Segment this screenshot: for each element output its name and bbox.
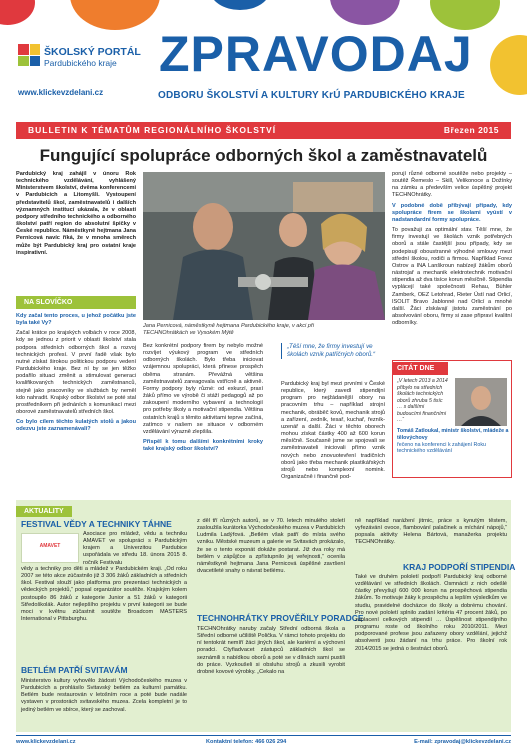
news-title: KRAJ PODPOŘÍ STIPENDIA — [403, 562, 516, 572]
interview-left — [16, 313, 136, 437]
news-body: ně například narážení jitrnic, práce s kynutým těstem, vyřezávání ovoce, flambování palačinek a míchání nápojů,“ popsala aktivity Helena Bártová, manažerka projektu TECHNOhrátky. — [355, 518, 507, 546]
pull-quote: „Těší mne, že firmy investují ve školách vznik patřičných oborů.“ — [281, 343, 385, 359]
interview-middle — [143, 343, 263, 456]
interview-question: Kdy začal tento proces, u jehož počátku jste byla také Vy? — [16, 313, 136, 327]
portal-logo-icon[interactable] — [18, 44, 40, 66]
news-section-tag — [16, 500, 511, 515]
bulletin-label: BULLETIN K TÉMATŮM REGIONÁLNÍHO ŠKOLSTVÍ — [28, 125, 277, 135]
quote-author — [397, 428, 509, 455]
interview-right — [392, 171, 512, 330]
newsletter-subtitle: ODBORU ŠKOLSTVÍ A KULTURY KrÚ PARDUBICKÉHO KRAJE — [158, 90, 465, 101]
interview-question: V podobné době přibývají případy, kdy spolupráce firem se školami vyústí v nadstandardní formy spolupráce. — [392, 202, 512, 223]
photo-caption: Jana Pernicová, náměstkyně hejtmana Pardubického kraje, v akci při TECHNOhrátkách ve Vysokém Mýtě — [143, 323, 315, 336]
quote-author-desc: řečeno na konferenci k zahájení Roku technického vzdělávání — [397, 441, 486, 455]
news-body: Ministerstvo kultury vyhovělo žádosti Východočeského muzea v Pardubicích a prohlásilo Svitavský betlém za kulturní památku. Betlém bude restaurován v letošním roce a poté bude nadále vystaven v prostorách svitavského muzea. Zcela kompletní je to jediný betlém ve sbírce, který se zachoval. — [21, 678, 187, 713]
interview-answer: Bez konkrétní podpory firem by nebylo možné rozvíjet výukový program ve středních odborných školách. Bylo třeba iniciovat vzájemnou spolupráci, která přinese prospěch oběma stranám. Převážná většina zaměstnavatelů zareagovala vstřícně a aktivně. Formy podpory byly různé: od exkurzí, praxí žáků přímo ve výrobě či stáží pedagogů až po zakoupení moderního vybavení a technologií pro potřeby školy a motivační stipendia. Většina ostatních krajů s těmito aktivitami teprve začíná, zatímco v našem se situace v odborném vzdělávání výrazně zlepšila. — [143, 343, 263, 435]
decor-blob-yellow — [490, 35, 527, 95]
footer-email-link[interactable]: E-mail: zpravodaj@klickevzdelani.cz — [414, 739, 511, 745]
news-body: Asociace pro mládež, vědu a techniku AMAVET ve spolupráci s Pardubickým krajem a Univerzitou Pardubice uspořádala ve středu 18. února 2015 8. ročník Festivalu — [83, 531, 187, 566]
news-title: FESTIVAL VĚDY A TECHNIKY TÁHNE — [21, 519, 172, 529]
decor-blob-orange — [70, 0, 160, 30]
news-body: vědy a techniky pro děti a mládež v Pardubickém kraji. „Od roku 2007 se této akce zúčastnilo již 3 306 žáků základních a středních škol. Festival slouží jako platforma pro prezentaci technických a vědeckých projektů,“ popsal organizátor soutěže. Krajským kolem postoupilo 86 žáků z kategorie Junior a 51 žáků v kategorii Středoškolák. Autor nejlepšího projektu v první kategorii se bude moci v květnu zúčastnit soutěže Broadcom MASTERS International v Pittsburghu. — [21, 566, 187, 623]
amavet-logo: AMAVET — [21, 533, 79, 563]
decor-blob-purple — [330, 0, 400, 25]
site-url-link[interactable]: www.klickevzdelani.cz — [18, 88, 104, 97]
interview-middle-2 — [281, 381, 385, 484]
news-body: Také ve druhém pololetí podpoří Pardubický kraj odborné vzdělávání ve středních školách. Osmnácti z nich odešlé částky převyšují 600 000 korun na prospěchová stipendia žákům. To motivuje žáky k prospěchu a lepším výsledkům ve studiu, pravidelné docházce do školy a dobrému chování. Pro nové pololetí splnilo zadání kritéria 47 procent žáků, po zaplacení celkových stipendií … Úspěšnost stipendijního programu roste od školního roku 2010/2011. Mezi podporované profese jsou zařazeny obory vzdělání, jejichž absolventi jsou žádaní na trhu práce. Pro školní rok 2014/2015 se jedná o šestnáct oborů. — [355, 574, 507, 652]
interview-answer: Začal krátce po krajských volbách v roce 2008, kdy se jednou z priorit v oblasti školství stala podpora středních odborných škol a rozvoj technických profesí. V první řadě však bylo nutné získat širokou politickou podporu vedení Pardubického kraje. Bez ní by se jen těžko podařilo situaci změnit a stimulovat generaci kvalifikovaných technických zaměstnanců, stejně jako pracovníky ve službách by neměl kdo nahradit. Krajský odbor školství se poté stal prostředníkem při jednáních s komunikací mezi oborové zaměstnavatelů středních škol. — [16, 330, 136, 416]
news-title: BETLÉM PATŘÍ SVITAVÁM — [21, 665, 128, 675]
news-body: TECHNOhrátky naruby začaly Střední odborná škola a Střední odborné učiliště Polička. V rámci tohoto projektu do ní tentokrát nemíří žáci jiných škol, ale kariérní a výchovní poradci. Ctyřiadvacet zástupců základních škol se seznámili s nabídkou oborů a poté se v dílnách sami pustili do práce. Vyzkoušeli si obsluhu strojů a zkusili vyrobit drobné kovové výrobky. „Cekalo na — [197, 626, 345, 675]
article-photo — [143, 172, 385, 320]
section-tag-slovicko: NA SLOVÍČKO — [16, 296, 136, 309]
portal-title: ŠKOLSKÝ PORTÁL — [44, 46, 141, 58]
footer — [16, 735, 511, 746]
interview-answer: Pardubický kraj byl mezi prvními v České republice, který zavedl stipendijní program pro nejžádanější obory na pracovním trhu – například strojní mechanik, obráběč kovů, mechanik strojů a zařízení, zedník, tesař, kuchař, řezník-uzenář a další. Žáci v těchto oborech mohou získat částky 400 až 600 korun měsíčně. Současně jsme se spojovali se zaměstnavateli iniciovali přímo vznik nových nebo znovuotevření tradičních oborů jako třeba mechanik plastikářských strojů nebo komplexní nomink. Organizačně i finančně pod- — [281, 381, 385, 481]
portal-subtitle: Pardubického kraje — [44, 58, 117, 68]
lead-paragraph: Pardubický kraj zahájil v únoru Rok technického vzdělávání, vyhlášený Ministerstvem školství, dvěma konferencemi v Pardubicích a Litomyšli. Vystoupení představitelů škol, zaměstnavatelů i dalších významných institucí ukázala, že v oblasti podpory středního technického a odborného školství patří region do absolutní špičky v České republice. Náměstkyně hejtmana Jana Pernicová navíc říká, že v mnoha směrech může být Pardubický kraj pro ostatní kraje inspirativní. — [16, 171, 136, 256]
interview-answer: To považuji za optimální stav. Těší mne, že firmy investují ve školách vznik potřebných oborů a stále častější jsou případy, kdy se podepisují oboustranné výhodné smlouvy mezi střední školou, rodiči a firmou. Například Forez Ostrov a INA Lanškroun nabízejí žákům oborů nástrojař a mechanik elektrotechnik motivační stipendia až dva tisíce korun měsíčně. Stipendia vyplácejí také společnosti Rehau, Bühler Zamberk, OEZ Letohrad, Rieter Ústí nad Orlicí, ISOLIT Bravo Jablonné nad Orlicí a mnohé další. Žáci získávají jistotu zaměstnání po absolvování oboru, firmy si zase připraví kvalitní odborníky. — [392, 227, 512, 327]
news-title: TECHNOHRÁTKY PROVĚŘILY PORADCE — [197, 613, 364, 623]
decor-blob-blue — [210, 0, 270, 10]
quote-of-day-text: „V letech 2013 a 2014 přibylo na středních školách technických oborů zhruba 5 tisíc … s dalšími budoucími finančními …“ — [397, 378, 448, 423]
quote-author-name: Tomáš Zatloukal, ministr školství, mládeže a tělovýchovy — [397, 428, 509, 441]
interview-question: Co bylo cílem těchto kulatých stolů a jakou odezvu jste zaznamenávali? — [16, 419, 136, 433]
interview-answer: porují různé odborné soutěže nebo projekty – soutěž Řemeslo – Skill, Velikonoce a Dožínky na zámku a především velice úspěšný projekt TECHNOhrátky. — [392, 171, 512, 199]
footer-phone: Kontaktní telefon: 466 026 294 — [206, 739, 287, 745]
quote-of-day-tag: CITÁT DNE — [392, 362, 448, 375]
news-section-label: AKTUALITY — [16, 506, 72, 517]
footer-url-link[interactable]: www.klickevzdelani.cz — [16, 739, 76, 745]
newsletter-title: ZPRAVODAJ — [159, 26, 473, 82]
main-headline: Fungující spolupráce odborných škol a zaměstnavatelů — [39, 146, 488, 165]
bulletin-bar — [16, 122, 511, 139]
news-body: z děl tří různých autorů, se v 70. letech minulého století zasloužila kurátorka Východočeského muzea v Pardubicích Ludmila Ladýřová. „Betlém však patří do místa svého vzniku. Městské muzeum a galerie ve Svitavách prokázalo, že se o tento exponát dokáže postarat. Již dva roky má betlém v zápůjčce a zpřístupnilo jej veřejnosti,“ ocenila náměstkyně hejtmana Jana Pernicová úspěšné završení dvacetileté snahy o návrat betlému. — [197, 518, 345, 575]
issue-date: Březen 2015 — [443, 125, 499, 135]
decor-blob-red — [0, 0, 35, 25]
interview-question: Přispěl k tomu dalšími konkrétními kroky také krajský odbor školství? — [143, 439, 263, 453]
quote-author-photo — [455, 378, 507, 426]
